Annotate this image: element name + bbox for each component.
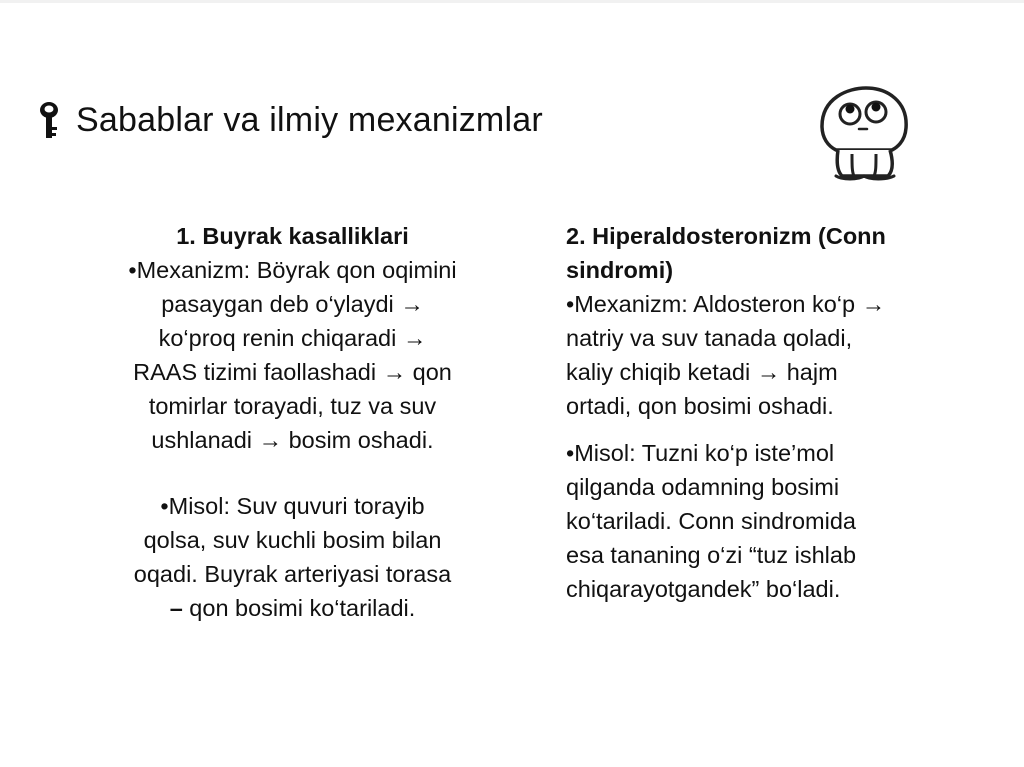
- right-example-line: chiqarayotgandek” bo‘ladi.: [566, 576, 841, 602]
- slide-title: Sabablar va ilmiy mexanizmlar: [76, 100, 543, 139]
- right-mechanism-line: natriy va suv tanada qoladi,: [566, 325, 853, 351]
- left-mechanism-line: pasaygan deb o‘ylaydi →: [161, 291, 424, 317]
- left-mechanism-line: ko‘proq renin chiqaradi →: [158, 325, 427, 351]
- right-mechanism-line: •Mexanizm: Aldosteron ko‘p →: [566, 291, 886, 317]
- right-mechanism-line: kaliy chiqib ketadi → hajm: [566, 359, 838, 385]
- left-mechanism-line: tomirlar torayadi, tuz va suv: [148, 393, 437, 419]
- thinking-mascot-icon: [812, 80, 916, 184]
- title-row: [36, 96, 543, 144]
- right-column: [566, 219, 966, 606]
- em-dash: –: [169, 595, 183, 621]
- left-example-last-text: qon bosimi ko‘tariladi.: [182, 595, 416, 621]
- right-example-line: ko‘tariladi. Conn sindromida: [566, 508, 856, 534]
- left-column: [80, 219, 505, 625]
- left-mechanism-line: •Mexanizm: Böyrak qon oqimini: [128, 257, 457, 283]
- right-heading-line: 2. Hiperaldosteronizm (Conn: [566, 223, 886, 249]
- top-divider: [0, 0, 1024, 3]
- right-heading-line: sindromi): [566, 257, 674, 283]
- left-mechanism-line: RAAS tizimi faollashadi → qon: [133, 359, 452, 385]
- right-mechanism-line: ortadi, qon bosimi oshadi.: [566, 393, 834, 419]
- paragraph-gap: [80, 457, 505, 489]
- left-mechanism-line: ushlanadi → bosim oshadi.: [151, 427, 434, 453]
- left-example-line: •Misol: Suv quvuri torayib: [160, 493, 425, 519]
- left-example-line: qolsa, suv kuchli bosim bilan: [143, 527, 442, 553]
- left-heading: 1. Buyrak kasalliklari: [176, 223, 409, 249]
- key-icon: [36, 100, 62, 140]
- right-example-line: qilganda odamning bosimi: [566, 474, 840, 500]
- paragraph-gap: [566, 423, 966, 436]
- right-example-line: esa tananing o‘zi “tuz ishlab: [566, 542, 857, 568]
- left-example-last-line: [80, 591, 505, 625]
- right-example-line: •Misol: Tuzni ko‘p iste’mol: [566, 440, 835, 466]
- left-example-line: oqadi. Buyrak arteriyasi torasa: [133, 561, 452, 587]
